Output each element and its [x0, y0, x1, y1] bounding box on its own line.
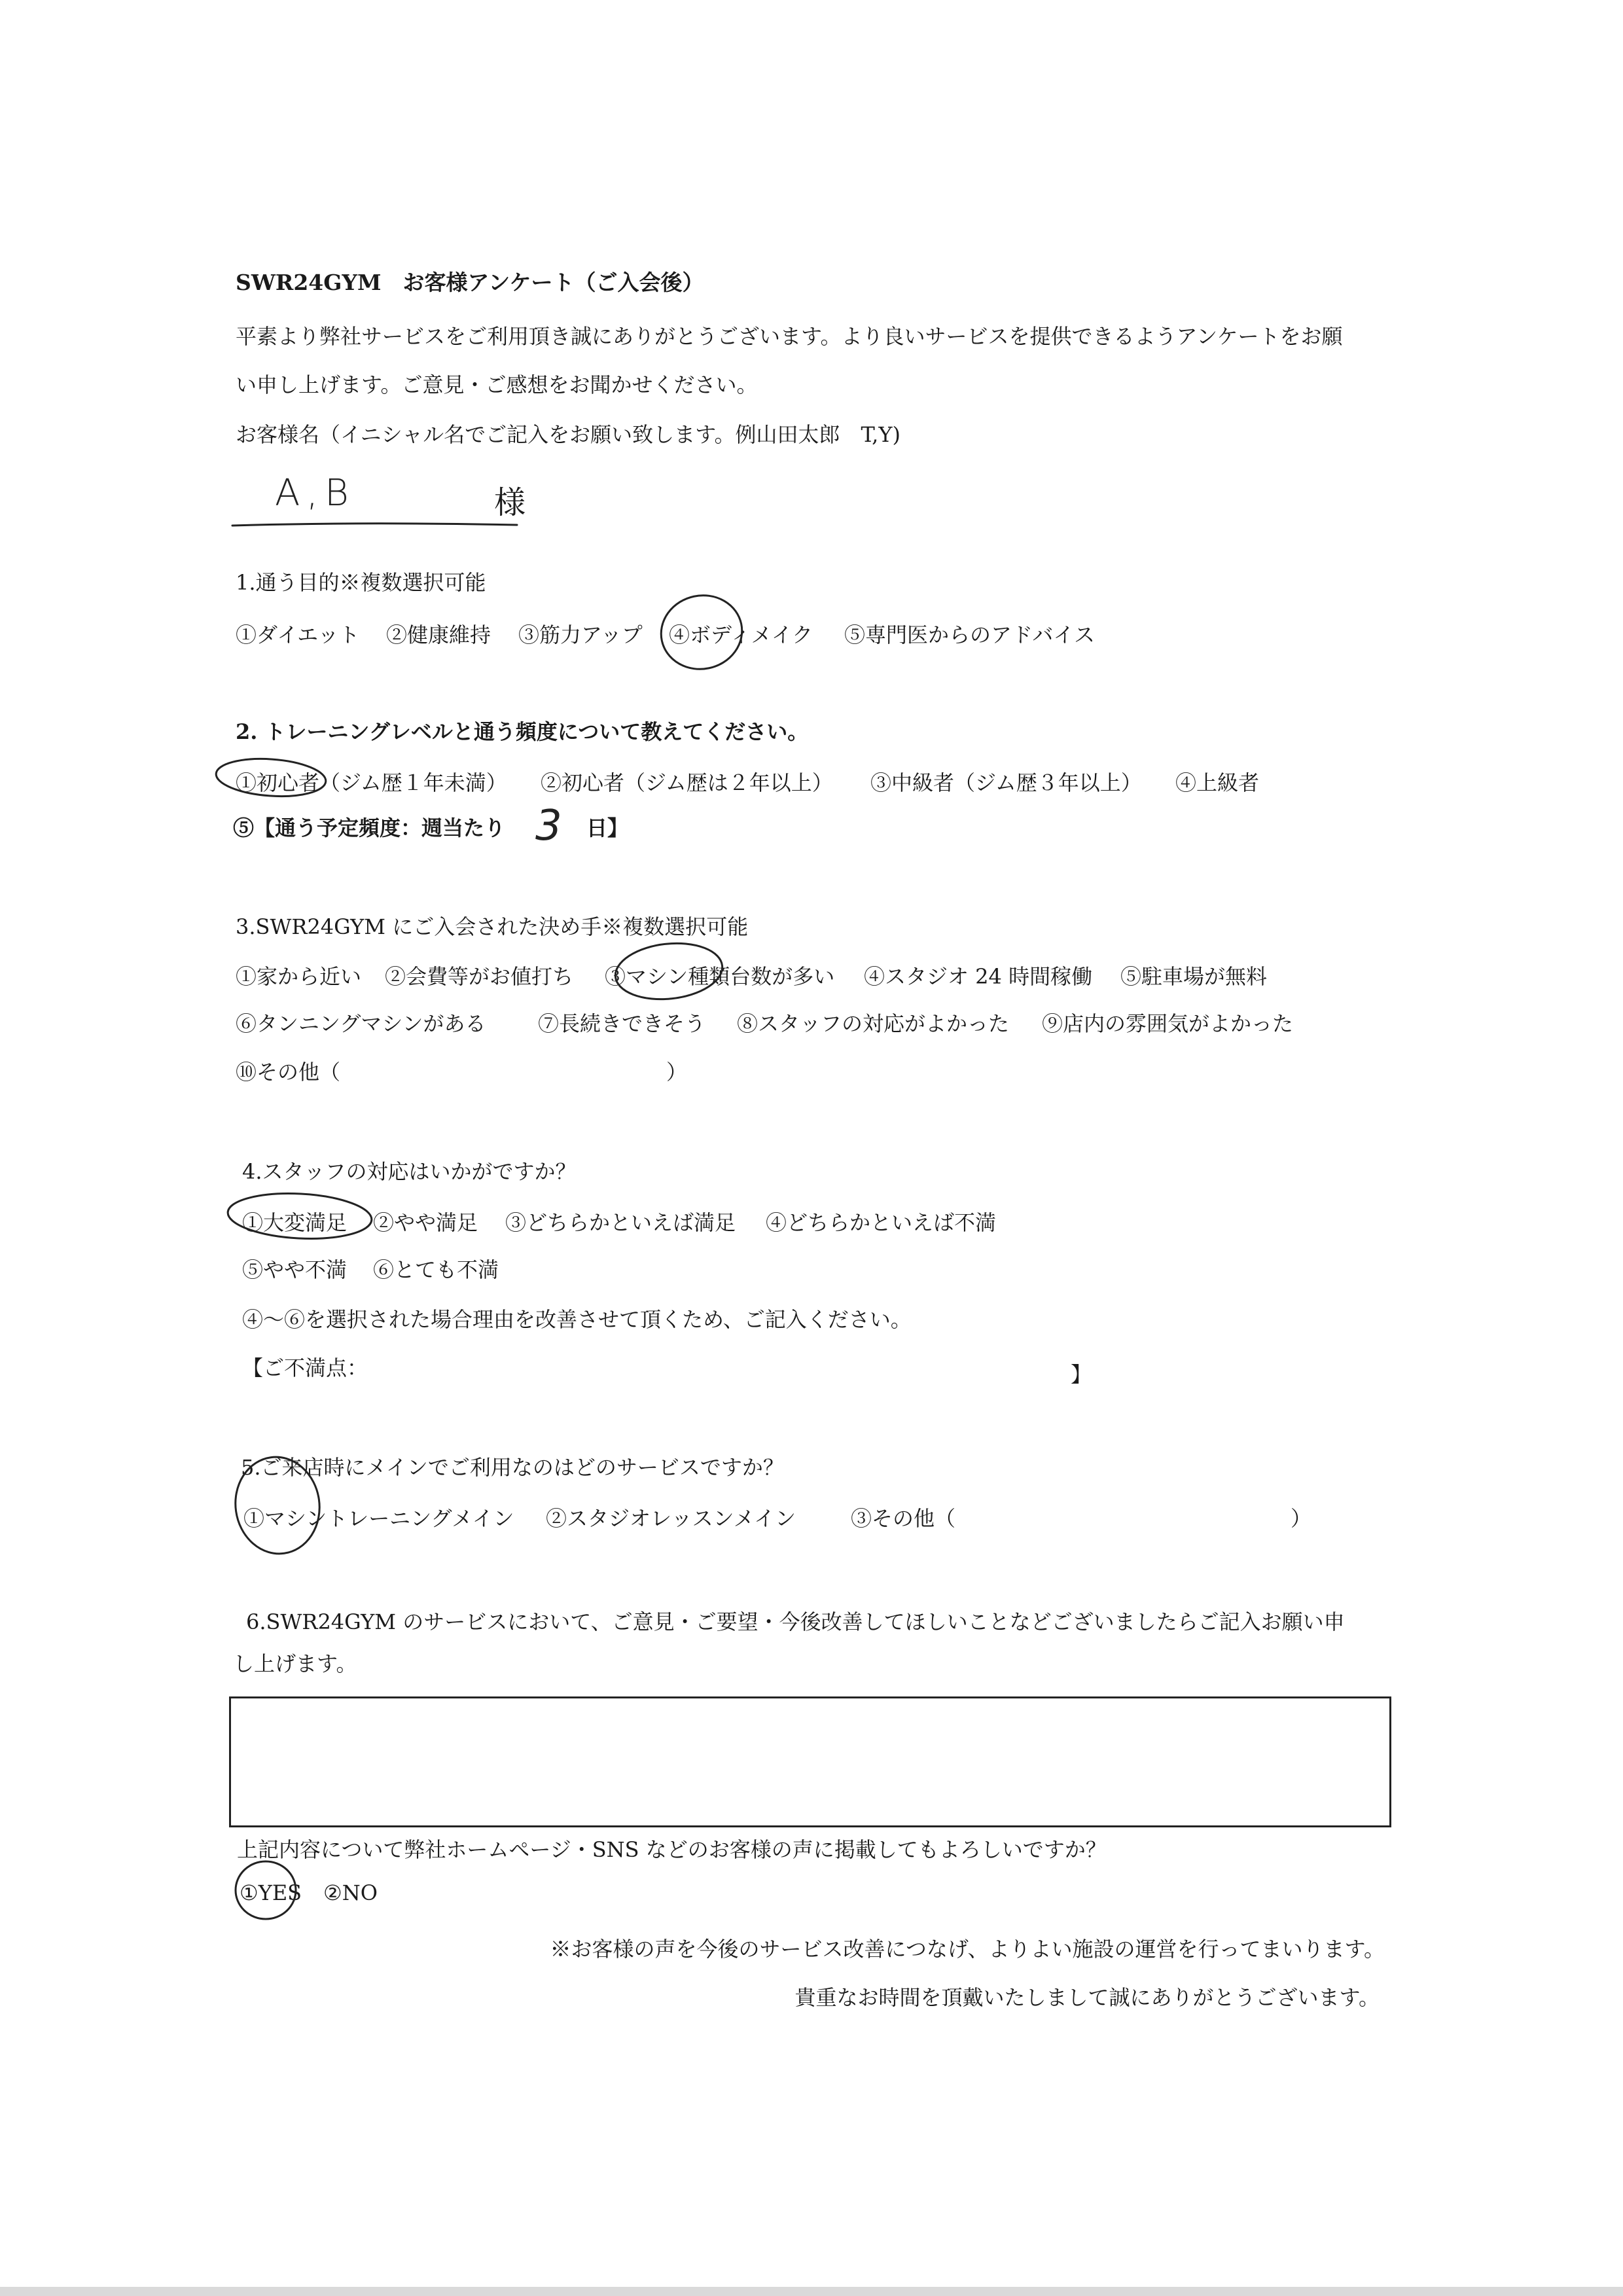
q4-option-somewhat-dissatisfied[interactable]: ⑤やや不満 [242, 1257, 348, 1282]
q5-option-other-label[interactable]: ③その他（ [851, 1506, 956, 1531]
q4-reason-prompt: ④～⑥を選択された場合理由を改善させて頂くため、ご記入ください。 [242, 1307, 912, 1332]
footer-line-1: ※お客様の声を今後のサービス改善につなげ、よりよい施設の運営を行ってまいります。 [550, 1937, 1385, 1962]
q2-frequency-value[interactable]: 3 [535, 802, 562, 850]
q1-option-diet[interactable]: ①ダイエット [236, 622, 360, 647]
scan-bottom-edge [0, 2287, 1623, 2296]
q2-title: 2. トレーニングレベルと通う頻度について教えてください。 [236, 719, 809, 744]
q2-frequency-suffix: 日】 [586, 816, 629, 840]
q3-option-atmosphere[interactable]: ⑨店内の雰囲気がよかった [1042, 1011, 1294, 1036]
q2-option-beginner-over-2y[interactable]: ②初心者（ジム歴は２年以上） [541, 770, 833, 795]
q3-option-machines[interactable]: ③マシン種類台数が多い [605, 964, 835, 989]
q1-option-advice[interactable]: ⑤専門医からのアドバイス [844, 622, 1096, 647]
q6-title-line-1: 6.SWR24GYM のサービスにおいて、ご意見・ご要望・今後改善してほしいことなどございましたらご記入お願い申 [246, 1609, 1345, 1634]
q2-frequency-prefix: ⑤【通う予定頻度：週当たり [233, 816, 506, 840]
q4-title: 4.スタッフの対応はいかがですか？ [242, 1159, 577, 1184]
footer-line-2: 貴重なお時間を頂戴いたしまして誠にありがとうございます。 [794, 1985, 1380, 2010]
q1-option-health[interactable]: ②健康維持 [386, 622, 491, 647]
q1-title: 1.通う目的※複数選択可能 [236, 570, 486, 595]
q6-comment-box[interactable] [229, 1696, 1391, 1827]
survey-title: SWR24GYM お客様アンケート（ご入会後） [236, 270, 704, 295]
q3-title: 3.SWR24GYM にご入会された決め手※複数選択可能 [236, 914, 749, 939]
q3-option-continue[interactable]: ⑦長続きできそう [538, 1011, 706, 1036]
q4-dissatisfaction-close: 】 [1071, 1362, 1092, 1387]
publish-option-no[interactable]: ②NO [323, 1880, 378, 1905]
name-underline [232, 524, 517, 526]
q3-option-other-close: ） [666, 1060, 688, 1085]
q5-title: 5.ご来店時にメインでご利用なのはどのサービスですか？ [241, 1455, 784, 1480]
intro-line-1: 平素より弊社サービスをご利用頂き誠にありがとうございます。より良いサービスを提供できるようアンケートをお願 [236, 324, 1343, 349]
q6-title-line-2: し上げます。 [233, 1651, 357, 1676]
q4-option-rather-satisfied[interactable]: ③どちらかといえば満足 [505, 1210, 736, 1235]
q2-option-intermediate[interactable]: ③中級者（ジム歴３年以上） [870, 770, 1142, 795]
q3-option-parking[interactable]: ⑤駐車場が無料 [1120, 964, 1268, 989]
q5-option-machine-training[interactable]: ①マシントレーニングメイン [243, 1506, 514, 1531]
q4-option-very-satisfied[interactable]: ①大変満足 [242, 1210, 348, 1235]
q3-option-fee[interactable]: ②会費等がお値打ち [385, 964, 574, 989]
q4-dissatisfaction-label: 【ご不満点： [242, 1355, 368, 1380]
publish-question: 上記内容について弊社ホームページ・SNS などのお客様の声に掲載してもよろしいですか？ [237, 1837, 1107, 1862]
q4-option-somewhat-satisfied[interactable]: ②やや満足 [373, 1210, 478, 1235]
customer-name-value[interactable]: A,B [275, 472, 355, 514]
q5-option-other-close: ） [1291, 1506, 1312, 1531]
q5-option-studio-lesson[interactable]: ②スタジオレッスンメイン [546, 1506, 796, 1531]
q1-option-strength[interactable]: ③筋力アップ [518, 622, 643, 647]
intro-line-2: い申し上げます。ご意見・ご感想をお聞かせください。 [236, 372, 758, 397]
name-instruction: お客様名（イニシャル名でご記入をお願い致します。例山田太郎 T,Y) [236, 422, 901, 447]
q2-option-beginner-under-1y[interactable]: ①初心者（ジム歴１年未満） [236, 770, 507, 795]
publish-option-yes[interactable]: ①YES [240, 1880, 302, 1905]
q3-option-other-label[interactable]: ⑩その他（ [236, 1060, 341, 1085]
q1-option-bodymake[interactable]: ④ボディメイク [669, 622, 813, 647]
q4-option-rather-dissatisfied[interactable]: ④どちらかといえば不満 [766, 1210, 997, 1235]
q3-option-studio-24h[interactable]: ④スタジオ 24 時間稼働 [864, 964, 1093, 989]
customer-name-suffix: 様 [494, 484, 526, 521]
q3-option-tanning[interactable]: ⑥タンニングマシンがある [236, 1011, 486, 1036]
q4-option-very-dissatisfied[interactable]: ⑥とても不満 [373, 1257, 499, 1282]
q3-option-near-home[interactable]: ①家から近い [236, 964, 362, 989]
q2-option-advanced[interactable]: ④上級者 [1175, 770, 1260, 795]
q3-option-staff[interactable]: ⑧スタッフの対応がよかった [737, 1011, 1010, 1036]
